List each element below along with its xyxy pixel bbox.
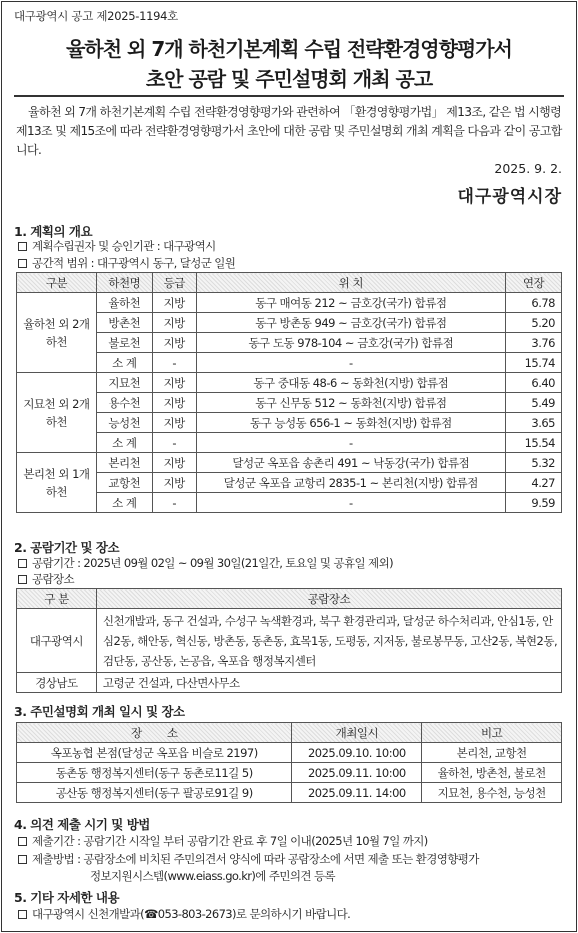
table-row (17, 433, 562, 453)
table-cell: 율하천, 방촌천, 불로천 (422, 763, 562, 783)
table-cell: 경상남도 (17, 673, 97, 693)
intro-paragraph: 율하천 외 7개 하천기본계획 수립 전략환경영향평가와 관련하여 「환경영향평가법」 제13조, 같은 법 시행령 제13조 및 제15조에 따라 전략환경영향평가서 초안에 대한 공람 및 주민설명회 개최 계획을 다음과 같이 공고합니다. (16, 105, 562, 157)
table-cell: 동촌동 행정복지센터(동구 동촌로11길 5) (17, 763, 292, 783)
table-cell: - (196, 353, 505, 373)
table-row (17, 293, 562, 313)
table-cell: 동구 방촌동 949 ~ 금호강(국가) 합류점 (196, 313, 505, 333)
section-3-heading: 3. 주민설명회 개최 일시 및 장소 (14, 704, 185, 719)
table-row (17, 413, 562, 433)
table-cell: 소 계 (96, 353, 152, 373)
table-cell: - (152, 493, 196, 513)
notice-number: 대구광역시 공고 제2025-1194호 (14, 9, 178, 23)
table-cell: 동구 매여동 212 ~ 금호강(국가) 합류점 (196, 293, 505, 313)
group-name-cell: 지묘천 외 2개 하천 (17, 373, 97, 453)
column-header: 장 소 (17, 723, 292, 743)
checkbox-icon (18, 855, 27, 864)
table-cell: 동구 도동 978-104 ~ 금호강(국가) 합류점 (196, 333, 505, 353)
checkbox-icon (18, 837, 27, 846)
section-2-heading: 2. 공람기간 및 장소 (14, 540, 120, 555)
table-row (17, 373, 562, 393)
table-cell: 3.65 (506, 413, 562, 433)
table-cell: 동구 신무동 512 ~ 동화천(지방) 합류점 (196, 393, 505, 413)
plan-overview-table (16, 272, 562, 513)
table-cell: - (152, 353, 196, 373)
table-cell: 지방 (152, 313, 196, 333)
table-cell: - (152, 433, 196, 453)
table-cell: 달성군 옥포읍 교항리 2835-1 ~ 본리천(지방) 합류점 (196, 473, 505, 493)
group-name-cell: 본리천 외 1개 하천 (17, 453, 97, 513)
table-cell: 신천개발과, 동구 건설과, 수성구 녹색환경과, 북구 환경관리과, 달성군 하수처리과, 안심1동, 안심2동, 해안동, 혁신동, 방촌동, 동촌동, 효목1동, 도평동, 지저동, 불로봉무동, 고산2동, 복현2동, 검단동, 공산동, 논공읍, 옥포읍 행정복지센터 (96, 609, 561, 673)
table-cell: 지방 (152, 293, 196, 313)
table-row (17, 673, 562, 693)
table-cell: 본리천, 교항천 (422, 743, 562, 763)
briefing-session-table (16, 722, 562, 803)
column-header: 하천명 (96, 273, 152, 293)
table-row (17, 783, 562, 803)
column-header: 공람장소 (96, 589, 561, 609)
table-header-row (17, 273, 562, 293)
section-4-heading: 4. 의견 제출 시기 및 방법 (14, 817, 150, 832)
group-name-cell: 율하천 외 2개 하천 (17, 293, 97, 373)
table-cell: 지방 (152, 453, 196, 473)
checkbox-icon (18, 910, 27, 919)
table-cell: 지묘천 (96, 373, 152, 393)
column-header: 위 치 (196, 273, 505, 293)
table-cell: 방촌천 (96, 313, 152, 333)
section-5-heading: 5. 기타 자세한 내용 (14, 890, 120, 905)
table-cell: 6.78 (506, 293, 562, 313)
issuer: 대구광역시장 (457, 187, 562, 207)
table-cell: 지방 (152, 333, 196, 353)
table-cell: 3.76 (506, 333, 562, 353)
notice-date: 2025. 9. 2. (494, 161, 562, 176)
table-row (17, 493, 562, 513)
table-cell: 고령군 건설과, 다산면사무소 (96, 673, 561, 693)
table-row (17, 743, 562, 763)
section-5-item: 대구광역시 신천개발과(☎053-803-2673)로 문의하시기 바랍니다. (18, 906, 350, 922)
table-cell: 교항천 (96, 473, 152, 493)
section-2-item: 공람장소 (18, 571, 74, 587)
table-cell: 소 계 (96, 493, 152, 513)
table-cell: 5.49 (506, 393, 562, 413)
table-cell: 소 계 (96, 433, 152, 453)
checkbox-icon (18, 575, 27, 584)
column-header: 구분 (17, 273, 97, 293)
checkbox-icon (18, 559, 27, 568)
table-cell: 지방 (152, 473, 196, 493)
table-cell: 공산동 행정복지센터(동구 팔공로91길 9) (17, 783, 292, 803)
table-row (17, 313, 562, 333)
table-cell: 본리천 (96, 453, 152, 473)
table-cell: 15.74 (506, 353, 562, 373)
table-cell: 동구 능성동 656-1 ~ 동화천(지방) 합류점 (196, 413, 505, 433)
section-4-item: 제출방법 : 공람장소에 비치된 주민의견서 양식에 따라 공람장소에 서면 제출 또는 환경영향평가 (18, 851, 479, 867)
table-cell: 옥포농협 본점(달성군 옥포읍 비슬로 2197) (17, 743, 292, 763)
table-cell: 15.54 (506, 433, 562, 453)
table-cell: 율하천 (96, 293, 152, 313)
table-header-row (17, 723, 562, 743)
inspection-places-table (16, 588, 562, 693)
table-cell: 5.32 (506, 453, 562, 473)
title-line-1: 율하천 외 7개 하천기본계획 수립 전략환경영향평가서 (66, 37, 512, 61)
table-cell: - (196, 433, 505, 453)
table-cell: 불로천 (96, 333, 152, 353)
table-row (17, 353, 562, 373)
title-rule (14, 95, 564, 97)
section-1-heading: 1. 계획의 개요 (14, 224, 93, 239)
column-header: 개최일시 (292, 723, 422, 743)
table-cell: 5.20 (506, 313, 562, 333)
table-cell: - (196, 493, 505, 513)
table-cell: 지방 (152, 393, 196, 413)
table-cell: 지방 (152, 413, 196, 433)
table-cell: 6.40 (506, 373, 562, 393)
section-4-item-continued: 정보지원시스템(www.eiass.go.kr)에 주민의견 등록 (90, 869, 335, 883)
checkbox-icon (18, 242, 27, 251)
table-row (17, 473, 562, 493)
table-row (17, 393, 562, 413)
table-row (17, 609, 562, 673)
table-cell: 2025.09.10. 10:00 (292, 743, 422, 763)
column-header: 등급 (152, 273, 196, 293)
column-header: 비고 (422, 723, 562, 743)
table-cell: 동구 중대동 48-6 ~ 동화천(지방) 합류점 (196, 373, 505, 393)
table-cell: 달성군 옥포읍 송촌리 491 ~ 낙동강(국가) 합류점 (196, 453, 505, 473)
checkbox-icon (18, 259, 27, 268)
table-row (17, 763, 562, 783)
table-cell: 2025.09.11. 10:00 (292, 763, 422, 783)
table-row (17, 453, 562, 473)
section-2-item: 공람기간 : 2025년 09월 02일 ~ 09월 30일(21일간, 토요일 및 공휴일 제외) (18, 555, 393, 571)
section-1-item: 공간적 범위 : 대구광역시 동구, 달성군 일원 (18, 255, 235, 271)
table-header-row (17, 589, 562, 609)
table-cell: 9.59 (506, 493, 562, 513)
table-cell: 지묘천, 용수천, 능성천 (422, 783, 562, 803)
section-1-item: 계획수립권자 및 승인기관 : 대구광역시 (18, 238, 216, 254)
table-cell: 2025.09.11. 14:00 (292, 783, 422, 803)
column-header: 구 분 (17, 589, 97, 609)
title-line-2: 초안 공람 및 주민설명회 개최 공고 (145, 67, 433, 91)
table-cell: 대구광역시 (17, 609, 97, 673)
column-header: 연장 (506, 273, 562, 293)
section-4-item: 제출기간 : 공람기간 시작일 부터 공람기간 완료 후 7일 이내(2025년 10월 7일 까지) (18, 833, 428, 849)
table-cell: 능성천 (96, 413, 152, 433)
table-cell: 용수천 (96, 393, 152, 413)
table-row (17, 333, 562, 353)
table-cell: 지방 (152, 373, 196, 393)
table-cell: 4.27 (506, 473, 562, 493)
